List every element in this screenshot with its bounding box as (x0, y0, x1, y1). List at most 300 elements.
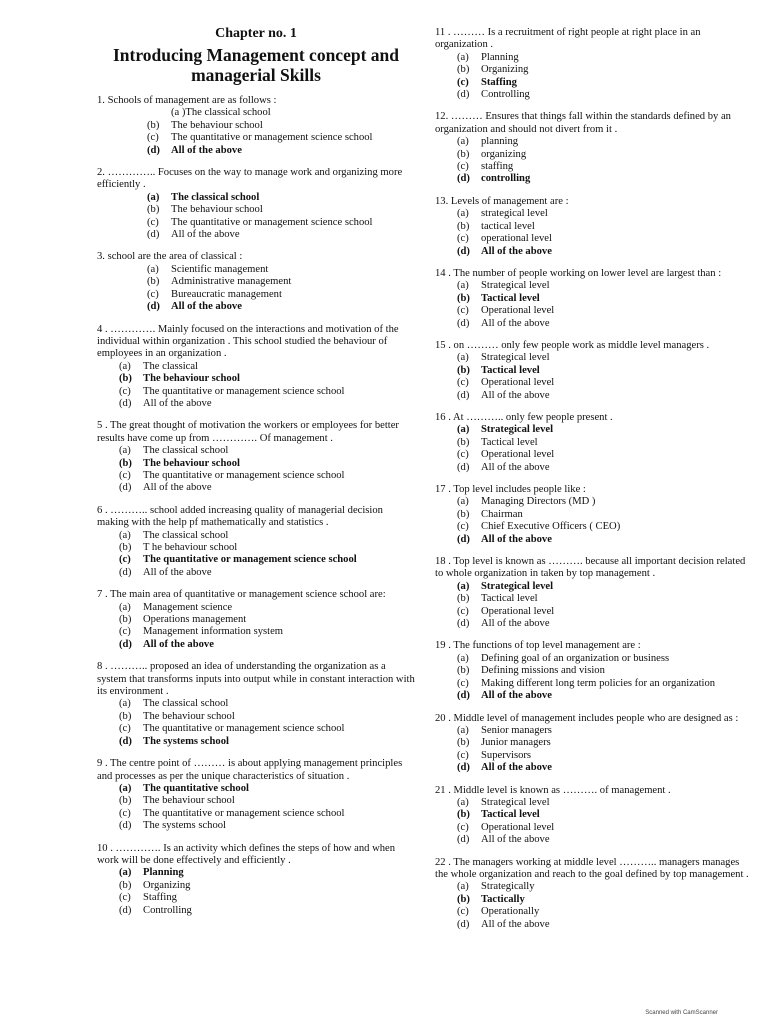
option (457, 725, 750, 737)
option-label: (c) (119, 892, 131, 904)
option-label: (d) (457, 918, 470, 930)
option-text: All of the above (171, 229, 240, 241)
option (119, 723, 415, 735)
option-text: Tactical level (481, 292, 540, 304)
option-text: The classical school (143, 445, 229, 457)
option-list (435, 653, 750, 703)
option-text: The behaviour school (143, 373, 240, 385)
option-text: Bureaucratic management (171, 288, 282, 300)
option (457, 390, 750, 402)
question-text: 22 . The managers working at middle level ……….. managers manages the whole organization and reach to the goal defined by top management . (435, 856, 749, 880)
option-label: (c) (119, 723, 131, 735)
correct-option (147, 301, 415, 313)
option-label: (a) (147, 263, 159, 275)
option-text: All of the above (171, 144, 242, 156)
option-text: Organizing (143, 879, 191, 891)
correct-option (457, 246, 750, 258)
option (457, 52, 750, 64)
option-list (435, 424, 750, 474)
option (457, 221, 750, 233)
option (457, 462, 750, 474)
option-text: All of the above (481, 618, 550, 630)
option-text: Staffing (481, 76, 517, 88)
correct-option (457, 424, 750, 436)
option-label: (a) (457, 652, 469, 664)
option-label: (b) (147, 204, 160, 216)
option-text: Strategical level (481, 424, 554, 436)
correct-option (119, 736, 415, 748)
option (119, 795, 415, 807)
correct-option (457, 809, 750, 821)
option-text: Strategically (481, 881, 535, 893)
option-label: (c) (457, 605, 469, 617)
correct-option (119, 458, 415, 470)
option-text: Operational level (481, 305, 555, 317)
question-15 (435, 340, 750, 402)
option (457, 496, 750, 508)
option-text: Strategical level (481, 580, 554, 592)
option-label: (b) (457, 737, 470, 749)
option-text: Operational level (481, 449, 555, 461)
option-label: (d) (119, 397, 132, 409)
option-label: (a) (457, 796, 469, 808)
option (457, 305, 750, 317)
option-label: (b) (119, 457, 132, 469)
option-text: The behaviour school (171, 204, 263, 216)
option-text: All of the above (481, 834, 550, 846)
option-label: (b) (119, 373, 132, 385)
option (119, 567, 415, 579)
option-text: Strategical level (481, 796, 550, 808)
option-text: Strategical level (481, 280, 550, 292)
option-list (97, 602, 415, 652)
correct-option (119, 867, 415, 879)
question-text: 21 . Middle level is known as ………. of management . (435, 784, 671, 796)
option-label: (d) (147, 229, 160, 241)
chapter-title-line-1: Introducing Management concept and (112, 45, 399, 65)
option-text: The behaviour school (143, 710, 235, 722)
option-text: Strategical level (481, 352, 550, 364)
option-label: (a) (457, 496, 469, 508)
option-list (435, 136, 750, 186)
question-text: 15 . on ……… only few people work as middle level managers . (435, 339, 710, 351)
option-text: organizing (481, 148, 527, 160)
option (457, 606, 750, 618)
option-text: Planning (143, 867, 184, 879)
option (119, 880, 415, 892)
option-label: (b) (457, 148, 470, 160)
question-12 (435, 111, 750, 185)
option (119, 820, 415, 832)
option (457, 89, 750, 101)
correct-option (457, 173, 750, 185)
option-label: (a) (119, 601, 131, 613)
option-label: (c) (147, 288, 159, 300)
option-text: The quantitative or management science school (143, 385, 345, 397)
option-text: planning (481, 136, 519, 148)
option-text: Chief Executive Officers ( CEO) (481, 521, 621, 533)
option-text: Defining missions and vision (481, 665, 605, 677)
option (147, 120, 415, 132)
correct-option (457, 581, 750, 593)
option-label: (c) (457, 906, 469, 918)
option-text: All of the above (481, 762, 552, 774)
option-list (435, 208, 750, 258)
option-label: (c) (119, 385, 131, 397)
option-label: (c) (457, 821, 469, 833)
option-list (97, 530, 415, 580)
option-label: (b) (119, 795, 132, 807)
option (119, 602, 415, 614)
option-text: The systems school (143, 735, 229, 747)
option-label: (d) (119, 820, 132, 832)
question-11 (435, 27, 750, 101)
option-label: (a) (457, 352, 469, 364)
option-label: (b) (119, 879, 132, 891)
left-column (97, 0, 415, 927)
option-label: (c) (457, 76, 469, 88)
option-text: Tactical level (481, 809, 540, 821)
option-text: Management science (143, 601, 233, 613)
option (147, 217, 415, 229)
option-text: The quantitative or management science school (171, 216, 373, 228)
correct-option (457, 690, 750, 702)
question-2 (97, 167, 415, 241)
chapter-number: Chapter no. 1 (215, 26, 297, 41)
option-text: operational level (481, 233, 552, 245)
option-label: (c) (457, 449, 469, 461)
question-9 (97, 758, 415, 832)
option (457, 449, 750, 461)
option-label: (c) (457, 161, 469, 173)
option-text: strategical level (481, 208, 548, 220)
option-text: Organizing (481, 64, 529, 76)
option-label: (a) (457, 280, 469, 292)
option-list (97, 698, 415, 748)
option (457, 208, 750, 220)
option-label: (c) (119, 554, 131, 566)
option-label: (a) (457, 51, 469, 63)
option-label: (b) (119, 542, 132, 553)
option-text: Operational level (481, 377, 555, 389)
option-list (435, 496, 750, 546)
question-22 (435, 857, 750, 931)
option-text: Operational level (481, 821, 555, 833)
option (457, 797, 750, 809)
question-text: 8 . ……….. proposed an idea of understanding the organization as a system that transforms inputs into output while in constant interaction with its environment . (97, 661, 415, 698)
option-label: (a) (119, 529, 131, 541)
option-label: (d) (119, 735, 132, 747)
correct-option (457, 365, 750, 377)
option-label: (c) (457, 377, 469, 389)
question-3 (97, 251, 415, 313)
option-label: (c) (147, 216, 159, 228)
option (119, 542, 415, 554)
option (119, 530, 415, 542)
question-8 (97, 661, 415, 748)
option-label: (b) (457, 508, 470, 520)
option-text: Management information system (143, 626, 284, 638)
question-text: 18 . Top level is known as ………. because all important decision related to whole organization in taken by top management . (435, 556, 746, 580)
option (457, 678, 750, 690)
chapter-title-line-2: managerial Skills (191, 65, 321, 85)
scanner-watermark: Scanned with CamScanner (645, 1010, 718, 1016)
option-label: (c) (457, 677, 469, 689)
option-label: (d) (119, 904, 132, 916)
option-text: Staffing (143, 892, 177, 904)
option-text: Operations management (143, 614, 247, 626)
option-label: (a) (457, 208, 469, 220)
option-text: All of the above (143, 397, 212, 409)
option-label: (b) (457, 809, 470, 821)
question-text: 9 . The centre point of ……… is about applying management principles and processes as per the unique characteristics of situation . (97, 758, 403, 782)
correct-option (457, 534, 750, 546)
option-text: The quantitative or management science school (143, 723, 345, 735)
option-list (435, 725, 750, 775)
question-text: 5 . The great thought of motivation the workers or employees for better results have come up from …………. Of management . (97, 420, 399, 444)
question-16 (435, 412, 750, 474)
option (119, 398, 415, 410)
question-text: 12. ……… Ensures that things fall within the standards defined by an organization and should not divert from it . (435, 111, 731, 135)
option-text: All of the above (171, 301, 242, 313)
option (119, 711, 415, 723)
option (119, 614, 415, 626)
option (119, 361, 415, 373)
option-text: All of the above (481, 245, 552, 257)
option-label: (d) (457, 389, 470, 401)
option-text: The systems school (143, 820, 226, 832)
option-list (97, 445, 415, 495)
question-14 (435, 268, 750, 330)
option-label: (d) (457, 533, 470, 545)
option-label: (c) (457, 521, 469, 533)
option-list (97, 783, 415, 833)
question-text: 13. Levels of management are : (435, 195, 569, 207)
option (457, 233, 750, 245)
option-list (435, 280, 750, 330)
option-text: The quantitative or management science school (143, 807, 345, 819)
option-label: (b) (147, 276, 160, 288)
correct-option (119, 783, 415, 795)
question-text: 11 . ……… Is a recruitment of right people at right place in an organization . (435, 27, 701, 51)
option-text: All of the above (481, 461, 550, 473)
option-label: (c) (457, 233, 469, 245)
option-list (97, 264, 415, 314)
option-text: (a )The classical school (171, 107, 271, 119)
option-label: (b) (119, 614, 132, 626)
option-text: T he behaviour school (143, 542, 238, 553)
option-text: Operationally (481, 906, 540, 918)
question-text: 2. ………….. Focuses on the way to manage work and organizing more efficiently . (97, 167, 403, 191)
option-label: (a) (457, 424, 470, 436)
option-label: (c) (119, 626, 131, 638)
option-label: (d) (457, 618, 470, 630)
option-text: Tactical level (481, 436, 538, 448)
option (119, 905, 415, 917)
option-text: All of the above (481, 918, 550, 930)
option-text: All of the above (143, 638, 214, 650)
option-label: (a) (457, 881, 469, 893)
option-text: Scientific management (171, 263, 269, 275)
option-text: The quantitative or management science school (143, 469, 345, 481)
question-text: 20 . Middle level of management includes people who are designed as : (435, 712, 739, 724)
option-text: The classical school (143, 698, 229, 710)
option (119, 698, 415, 710)
question-4 (97, 324, 415, 411)
option (119, 445, 415, 457)
option (147, 264, 415, 276)
option-text: The behaviour school (143, 795, 235, 807)
option-text: Senior managers (481, 724, 552, 736)
option-label: (d) (457, 762, 470, 774)
option (147, 289, 415, 301)
option (457, 665, 750, 677)
option (457, 352, 750, 364)
option-label: (a) (119, 782, 132, 794)
option (457, 834, 750, 846)
question-20 (435, 713, 750, 775)
option-text: Defining goal of an organization or business (481, 652, 670, 664)
option-label: (c) (457, 749, 469, 761)
option-label: (d) (457, 461, 470, 473)
option (457, 737, 750, 749)
option-text: Administrative management (171, 276, 292, 288)
option (457, 149, 750, 161)
option-label: (a) (457, 136, 469, 148)
option-text: All of the above (481, 317, 550, 329)
option-label: (d) (457, 89, 470, 101)
option-text: Tactical level (481, 593, 538, 605)
option-label: (c) (147, 132, 159, 144)
question-5 (97, 420, 415, 494)
question-6 (97, 505, 415, 579)
option-label: (b) (457, 593, 470, 605)
right-column (435, 27, 750, 941)
correct-option (457, 762, 750, 774)
question-text: 16 . At ……….. only few people present . (435, 411, 613, 423)
option (457, 653, 750, 665)
option (119, 386, 415, 398)
option-list (435, 581, 750, 631)
option-text: All of the above (143, 482, 212, 494)
option (457, 161, 750, 173)
option-text: The quantitative school (143, 782, 249, 794)
option (147, 276, 415, 288)
option-label: (b) (119, 710, 132, 722)
option-label: (a) (147, 191, 160, 203)
option (119, 626, 415, 638)
question-text: 1. Schools of management are as follows : (97, 95, 277, 106)
question-17 (435, 484, 750, 546)
option-label: (c) (457, 305, 469, 317)
question-10 (97, 843, 415, 917)
option-list (97, 192, 415, 242)
question-text: 10 . …………. Is an activity which defines the steps of how and when work will be done effectively and efficiently . (97, 842, 396, 866)
correct-option (147, 145, 415, 157)
option-list (435, 352, 750, 402)
question-21 (435, 785, 750, 847)
left-question-list (97, 95, 415, 917)
option-text: The classical school (171, 191, 260, 203)
option-label: (b) (457, 893, 470, 905)
option-text: Controlling (481, 89, 530, 101)
option (119, 808, 415, 820)
option-text: The behaviour school (171, 119, 263, 131)
option-text: The behaviour school (143, 457, 240, 469)
correct-option (457, 894, 750, 906)
option (457, 750, 750, 762)
option-list (435, 797, 750, 847)
option (457, 509, 750, 521)
option-label: (a) (457, 724, 469, 736)
option-label: (b) (457, 665, 470, 677)
option (119, 470, 415, 482)
option (457, 822, 750, 834)
option-text: All of the above (143, 566, 212, 578)
option-text: The classical school (143, 529, 229, 541)
option-text: Controlling (143, 904, 192, 916)
option-label: (d) (119, 566, 132, 578)
option-text: The classical (143, 360, 199, 372)
option-text: tactical level (481, 220, 535, 232)
option-label: (d) (147, 301, 160, 313)
option-label: (a) (119, 698, 131, 710)
option (457, 881, 750, 893)
question-text: 14 . The number of people working on lower level are largest than : (435, 267, 722, 279)
option (147, 132, 415, 144)
option-list (435, 52, 750, 102)
option-label: (d) (457, 690, 470, 702)
correct-option (457, 77, 750, 89)
option (147, 204, 415, 216)
option (457, 593, 750, 605)
option-label: (d) (457, 245, 470, 257)
question-text: 6 . ……….. school added increasing quality of managerial decision making with the help pf mathematically and statistics . (97, 504, 383, 529)
option-label: (d) (147, 144, 160, 156)
correct-option (457, 293, 750, 305)
option (457, 136, 750, 148)
option-text: Junior managers (481, 737, 551, 749)
option (457, 919, 750, 931)
correct-option (119, 373, 415, 385)
option-label: (d) (457, 317, 470, 329)
question-18 (435, 556, 750, 630)
option (457, 618, 750, 630)
option (457, 906, 750, 918)
option-label: (d) (457, 834, 470, 846)
option (147, 229, 415, 241)
question-text: 19 . The functions of top level management are : (435, 640, 641, 652)
option-text: The quantitative or management science school (143, 554, 357, 566)
option-text: staffing (481, 161, 514, 173)
option (457, 280, 750, 292)
option-label: (b) (457, 436, 470, 448)
question-text: 17 . Top level includes people like : (435, 484, 586, 495)
option-label: (a) (119, 360, 131, 372)
option (457, 377, 750, 389)
option-label: (b) (147, 119, 160, 131)
option-list (97, 361, 415, 411)
option-text: Tactical level (481, 364, 540, 376)
option-text: Making different long term policies for an organization (481, 677, 716, 689)
option-label: (a) (119, 867, 132, 879)
option-label: (b) (457, 364, 470, 376)
option-label (147, 107, 171, 119)
option (457, 521, 750, 533)
option-label: (b) (457, 292, 470, 304)
option (457, 318, 750, 330)
option-label: (b) (457, 220, 470, 232)
